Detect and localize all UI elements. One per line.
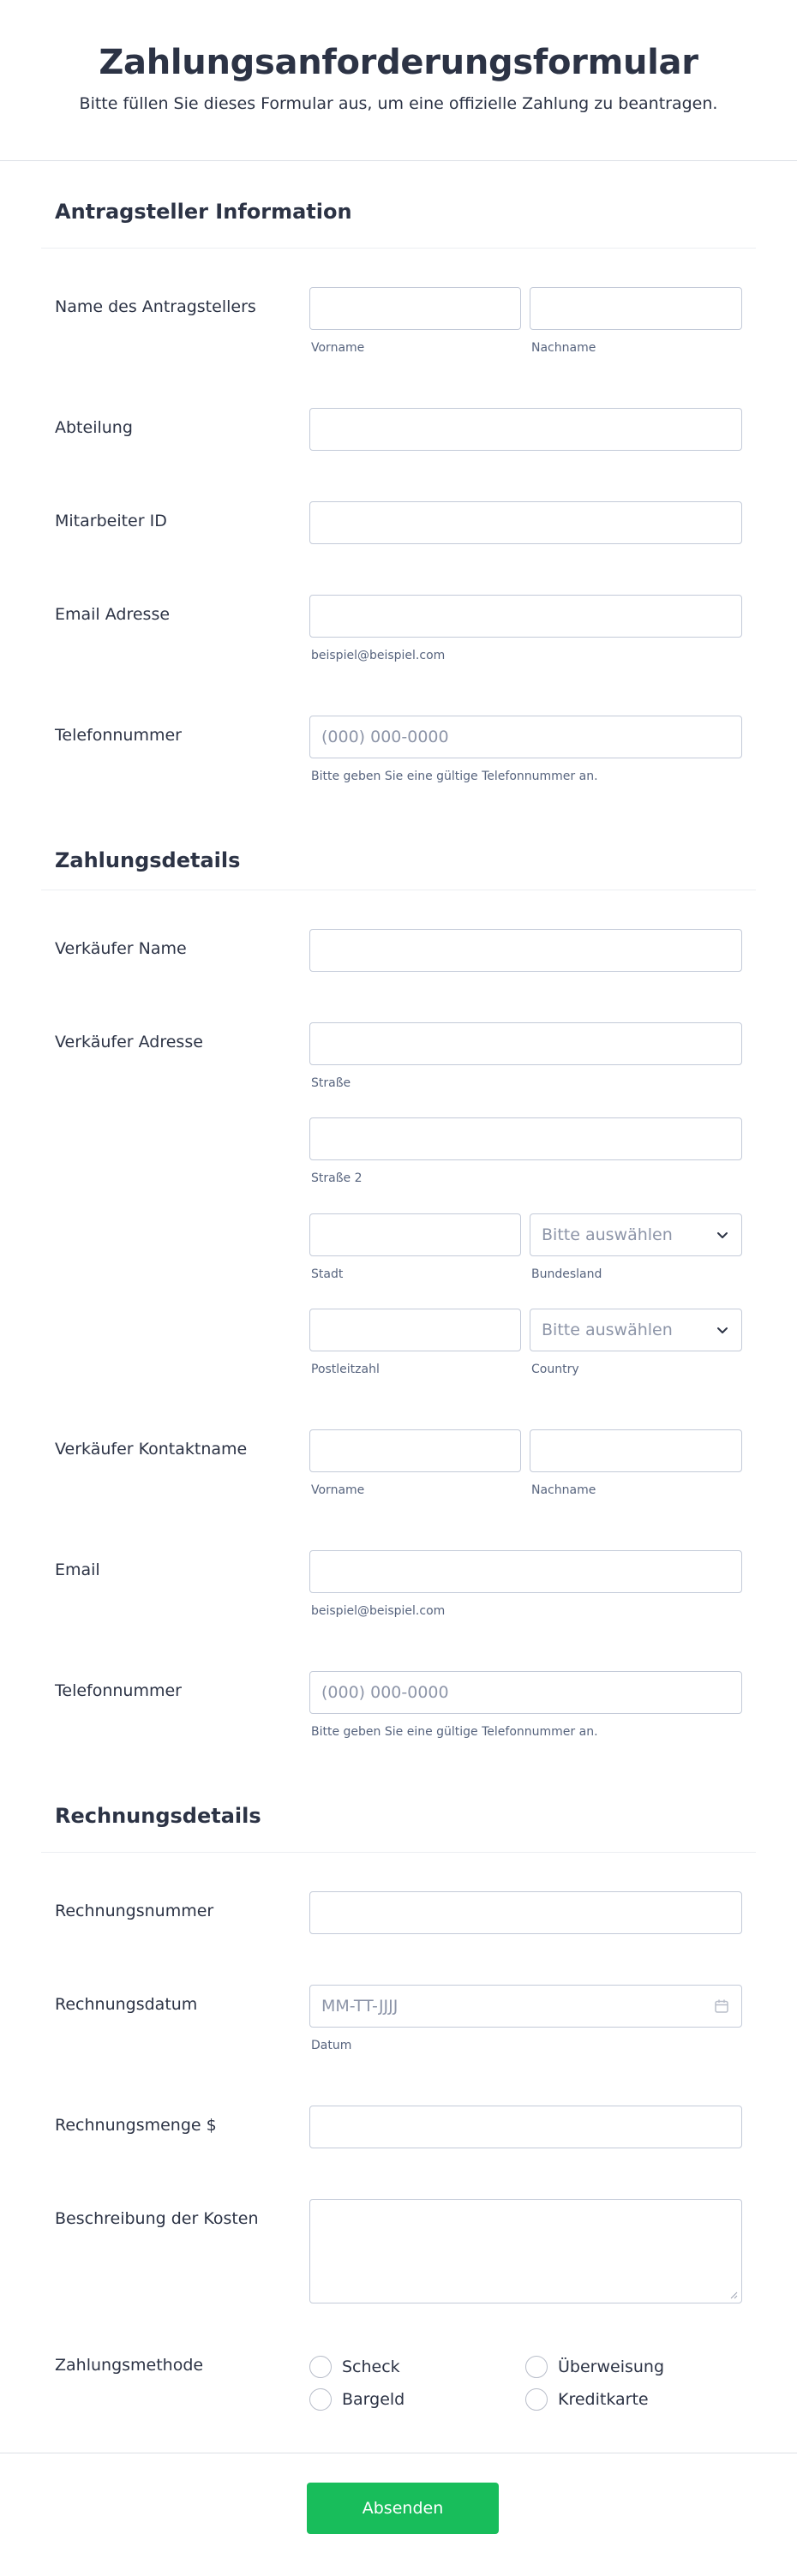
employee-id-input[interactable] <box>309 501 742 544</box>
radio-circle[interactable] <box>309 2388 332 2411</box>
applicant-last-name-input[interactable] <box>530 287 742 330</box>
payment-method-option[interactable] <box>309 2388 404 2411</box>
seller-contact-first-sub: Vorname <box>311 1483 365 1497</box>
seller-phone-input[interactable] <box>309 1671 742 1714</box>
applicant-phone-sub: Bitte geben Sie eine gültige Telefonnummer an. <box>311 770 598 783</box>
payment-method-option[interactable] <box>525 2356 664 2378</box>
seller-email-label: Email <box>55 1561 100 1579</box>
seller-state-placeholder: Bitte auswählen <box>542 1225 673 1244</box>
form-header <box>0 0 797 161</box>
seller-street2-input[interactable] <box>309 1117 742 1160</box>
applicant-phone-input[interactable] <box>309 716 742 758</box>
seller-contact-last-input[interactable] <box>530 1429 742 1472</box>
seller-state-select[interactable] <box>530 1213 742 1256</box>
employee-id-label: Mitarbeiter ID <box>55 512 167 530</box>
invoice-date-label: Rechnungsdatum <box>55 1995 198 2014</box>
seller-country-select[interactable] <box>530 1309 742 1351</box>
form-title: Zahlungsanforderungsformular <box>99 43 698 82</box>
payment-method-option[interactable] <box>525 2388 649 2411</box>
calendar-icon[interactable] <box>714 1998 729 2014</box>
seller-contact-label: Verkäufer Kontaktname <box>55 1440 248 1459</box>
payment-method-option-label: Scheck <box>342 2357 400 2376</box>
applicant-email-label: Email Adresse <box>55 605 171 624</box>
cost-description-textarea[interactable] <box>309 2199 742 2303</box>
seller-street-input[interactable] <box>309 1022 742 1065</box>
invoice-amount-label: Rechnungsmenge $ <box>55 2116 217 2135</box>
form-subtitle: Bitte füllen Sie dieses Formular aus, um eine offizielle Zahlung zu beantragen. <box>79 94 718 113</box>
applicant-email-input[interactable] <box>309 595 742 638</box>
seller-phone-sub: Bitte geben Sie eine gültige Telefonnummer an. <box>311 1725 598 1739</box>
seller-contact-last-sub: Nachname <box>531 1483 596 1497</box>
seller-email-input[interactable] <box>309 1550 742 1593</box>
section-title-applicant: Antragsteller Information <box>55 200 352 224</box>
section-divider <box>41 1852 756 1853</box>
seller-country-placeholder: Bitte auswählen <box>542 1321 673 1339</box>
payment-method-option-label: Kreditkarte <box>558 2390 649 2409</box>
invoice-date-sub: Datum <box>311 2039 352 2052</box>
seller-name-label: Verkäufer Name <box>55 939 187 958</box>
invoice-date-input[interactable] <box>309 1985 742 2028</box>
applicant-email-sub: beispiel@beispiel.com <box>311 649 446 662</box>
cost-description-label: Beschreibung der Kosten <box>55 2209 259 2228</box>
seller-city-sub: Stadt <box>311 1267 344 1281</box>
applicant-name-label: Name des Antragstellers <box>55 297 256 316</box>
payment-method-label: Zahlungsmethode <box>55 2356 204 2375</box>
seller-city-input[interactable] <box>309 1213 521 1256</box>
seller-name-input[interactable] <box>309 929 742 972</box>
invoice-number-input[interactable] <box>309 1891 742 1934</box>
radio-circle[interactable] <box>525 2388 548 2411</box>
radio-circle[interactable] <box>309 2356 332 2378</box>
seller-country-sub: Country <box>531 1363 579 1376</box>
department-input[interactable] <box>309 408 742 451</box>
seller-phone-label: Telefonnummer <box>55 1681 182 1700</box>
section-title-invoice: Rechnungsdetails <box>55 1804 261 1828</box>
seller-street-sub: Straße <box>311 1076 351 1090</box>
seller-contact-first-input[interactable] <box>309 1429 521 1472</box>
chevron-down-icon <box>715 1322 730 1338</box>
applicant-first-name-input[interactable] <box>309 287 521 330</box>
payment-method-option-label: Überweisung <box>558 2357 665 2376</box>
section-title-payment: Zahlungsdetails <box>55 848 241 872</box>
invoice-number-label: Rechnungsnummer <box>55 1902 214 1920</box>
applicant-last-name-sub: Nachname <box>531 341 596 355</box>
section-divider <box>41 248 756 249</box>
seller-email-sub: beispiel@beispiel.com <box>311 1604 446 1618</box>
applicant-first-name-sub: Vorname <box>311 341 365 355</box>
resize-grip-icon[interactable] <box>729 2291 738 2299</box>
payment-method-option-label: Bargeld <box>342 2390 405 2409</box>
seller-state-sub: Bundesland <box>531 1267 602 1281</box>
invoice-amount-input[interactable] <box>309 2106 742 2148</box>
radio-circle[interactable] <box>525 2356 548 2378</box>
submit-button[interactable]: Absenden <box>307 2483 499 2534</box>
seller-zip-input[interactable] <box>309 1309 521 1351</box>
chevron-down-icon <box>715 1227 730 1243</box>
seller-address-label: Verkäufer Adresse <box>55 1033 203 1051</box>
department-label: Abteilung <box>55 418 133 437</box>
payment-method-option[interactable] <box>309 2356 400 2378</box>
seller-zip-sub: Postleitzahl <box>311 1363 380 1376</box>
applicant-phone-label: Telefonnummer <box>55 726 182 745</box>
seller-street2-sub: Straße 2 <box>311 1171 363 1185</box>
